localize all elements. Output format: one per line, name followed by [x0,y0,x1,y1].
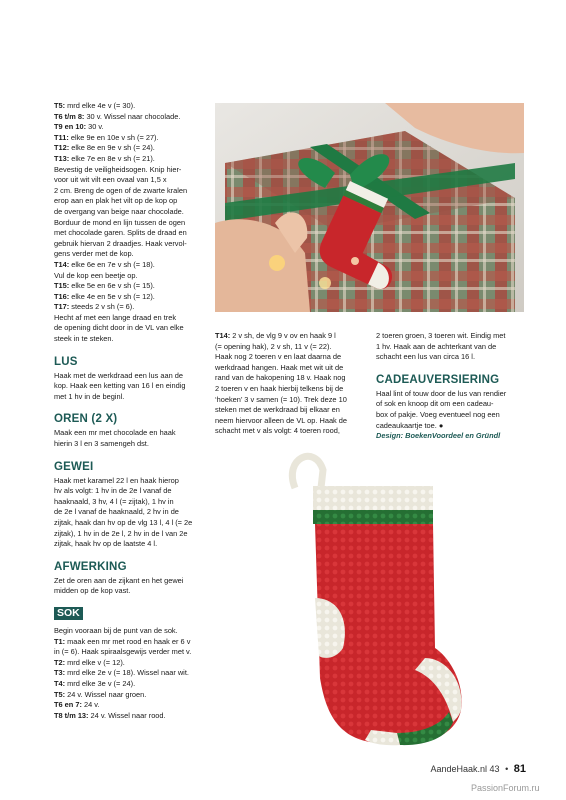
gewei-line: zijtak, haak dan hv op de vlg 13 l, 4 l (= 2e [54,518,193,527]
footer-bullet: • [505,764,509,774]
crochet-sock-photo [275,448,475,753]
instruction-line: T12: elke 8e en 9e v sh (= 24). [54,143,155,153]
instruction-line: Vul de kop een beetje op. [54,270,138,280]
instruction-line: gens verder met de kop. [54,249,134,259]
crochet-sock-illustration [275,448,475,753]
gewei-line: de 2e l vanaf de haaknaald, 2 hv in de [54,507,179,517]
row-label: T5: [54,689,66,699]
instruction-line: T15: elke 5e en 6e v sh (= 15). [54,281,155,291]
right-column-lines [376,331,526,363]
sok-line: T4: mrd elke 3e v (= 24). [54,678,136,688]
row-label: T14: [54,259,70,269]
left-column-top-lines [54,101,212,345]
sok-text [54,626,212,721]
sok-line: T8 t/m 13: 24 v. Wissel naar rood. [54,710,166,720]
row-label: T17: [54,302,70,312]
instruction-line: Bevestig de veiligheidsogen. Knip hier- [54,164,182,174]
cadeauversiering-line: box of pakje. Voeg eventueel nog een [376,409,500,419]
instruction-line: ‘hoeken’ 3 v samen (= 10). Trek deze 10 [215,394,347,404]
afwerking-text [54,576,212,597]
instruction-line: steken met de werkdraad bij elkaar en [215,405,340,415]
instruction-line: Hecht af met een lange draad en trek [54,312,177,322]
gewei-line: zijtak, haak hv op de laatste 4 l. [54,539,158,549]
gewei-line: zijtak), 1 hv in de 2e l, 2 hv in de l van 2e [54,528,188,538]
instruction-line: neem hiervoor alleen de VL op. Haak de [215,415,348,425]
row-label: T3: [54,668,66,678]
sok-line: T2: mrd elke v (= 12). [54,657,125,667]
instruction-line: gebruik hiervan 2 draadjes. Haak vervol- [54,238,187,248]
instruction-line: voor uit wit vilt een ovaal van 1,5 x [54,175,167,185]
page-footer [431,763,527,775]
afwerking-line: midden op de kop vast. [54,586,131,596]
instruction-line: de overgang van beige naar chocolade. [54,206,184,216]
sok-line: in (= 6). Haak spiraalsgewijs verder met v. [54,647,192,657]
footer-site: AandeHaak.nl 43 [430,764,500,774]
instruction-line: T5: mrd elke 4e v (= 30). [54,101,136,110]
instruction-line: erop aan en plak het vilt op de kop op [54,196,178,206]
gewei-line: Haak met karamel 22 l en haak hierop [54,475,179,485]
sok-line: T5: 24 v. Wissel naar groen. [54,689,147,699]
gewei-line: hv als volgt: 1 hv in de 2e l vanaf de [54,486,172,496]
left-column [54,101,212,721]
instruction-line: 2 toeren v en haak hierbij telkens bij de [215,383,344,393]
instruction-line: (= opening hak), 2 v sh, 11 v (= 22). [215,341,332,351]
sok-line: Begin vooraan bij de punt van de sok. [54,625,178,635]
row-label: T2: [54,657,66,667]
cadeauversiering-heading: CADEAUVERSIERING [376,373,500,386]
instruction-line: schacht een lus van circa 16 l. [376,352,476,362]
sok-heading: SOK [54,607,83,620]
watermark: PassionForum.ru [471,783,540,793]
lus-heading: LUS [54,355,78,368]
gift-photo-illustration [215,103,524,312]
sok-line: T6 en 7: 24 v. [54,700,100,710]
cadeauversiering-line: cadeaukaartje toe. ● [376,420,444,430]
gewei-text [54,476,212,550]
oren-heading: OREN (2 X) [54,413,118,426]
middle-column [215,331,365,437]
instruction-line: steek in te steken. [54,334,114,344]
instruction-line: werkdraad hangen. Haak met wit uit de [215,362,344,372]
instruction-line: Haak nog 2 toeren v en laat daarna de [215,352,342,362]
gewei-line: haaknaald, 3 hv, 4 l (= zijtak), 1 hv in [54,496,174,506]
row-label: T9 en 10: [54,122,87,132]
instruction-line: T14: 2 v sh, de vlg 9 v ov en haak 9 l [215,331,336,340]
oren-text [54,428,212,449]
instruction-line: T14: elke 6e en 7e v sh (= 18). [54,259,155,269]
sok-line: T1: maak een mr met rood en haak er 6 v [54,636,191,646]
sok-line: T3: mrd elke 2e v (= 18). Wissel naar wit. [54,668,189,678]
instruction-line: T16: elke 4e en 5e v sh (= 12). [54,291,155,301]
instruction-line: rand van de hakopening 18 v. Haak nog [215,373,346,383]
instruction-line: T13: elke 7e en 8e v sh (= 21). [54,153,155,163]
instruction-line: met chocolade garen. Splits de draad en [54,228,187,238]
instruction-line: 1 hv. Haak aan de achterkant van de [376,341,497,351]
cadeauversiering-line: of sok en knoop dit om een cadeau- [376,399,494,409]
lus-line: kop. Haak een ketting van 16 l en eindig [54,381,186,391]
row-label: T16: [54,291,70,301]
row-label: T14: [215,331,231,340]
instruction-line: schacht met v als volgt: 4 toeren rood, [215,426,340,436]
instruction-line: de opening dicht door in de VL van elke [54,323,184,333]
cadeauversiering-text [376,389,526,431]
row-label: T12: [54,143,70,153]
oren-line: Maak een mr met chocolade en haak [54,428,176,438]
row-label: T11: [54,132,69,142]
afwerking-heading: AFWERKING [54,560,127,573]
right-column [376,331,526,442]
instruction-line: T9 en 10: 30 v. [54,122,104,132]
instruction-line: T11: elke 9e en 10e v sh (= 27). [54,132,159,142]
instruction-line: 2 cm. Breng de ogen of de zwarte kralen [54,185,188,195]
instruction-line: T6 t/m 8: 30 v. Wissel naar chocolade. [54,111,181,121]
row-label: T15: [54,281,70,291]
row-label: T8 t/m 13: [54,710,89,720]
instruction-line: Borduur de mond en lijn tussen de ogen [54,217,186,227]
afwerking-line: Zet de oren aan de zijkant en het gewei [54,575,184,585]
lus-line: Haak met de werkdraad een lus aan de [54,370,184,380]
instruction-line: T17: steeds 2 v sh (= 6). [54,302,135,312]
instruction-line: 2 toeren groen, 3 toeren wit. Eindig met [376,331,506,340]
lus-line: met 1 hv in de beginl. [54,391,125,401]
row-label: T4: [54,678,66,688]
page-number: 81 [513,763,526,775]
row-label: T1: [54,636,66,646]
oren-line: hierin 3 l en 3 samengeh dst. [54,439,149,449]
design-credit: Design: BoekenVoordeel en Gründl [376,431,501,441]
row-label: T13: [54,153,70,163]
lus-text [54,371,212,403]
row-label: T6 en 7: [54,700,82,710]
cadeauversiering-line: Haal lint of touw door de lus van rendier [376,388,507,398]
row-label: T5: [54,101,66,110]
gewei-heading: GEWEI [54,460,94,473]
gift-photo [215,103,524,312]
middle-column-lines [215,331,365,437]
row-label: T6 t/m 8: [54,111,85,121]
